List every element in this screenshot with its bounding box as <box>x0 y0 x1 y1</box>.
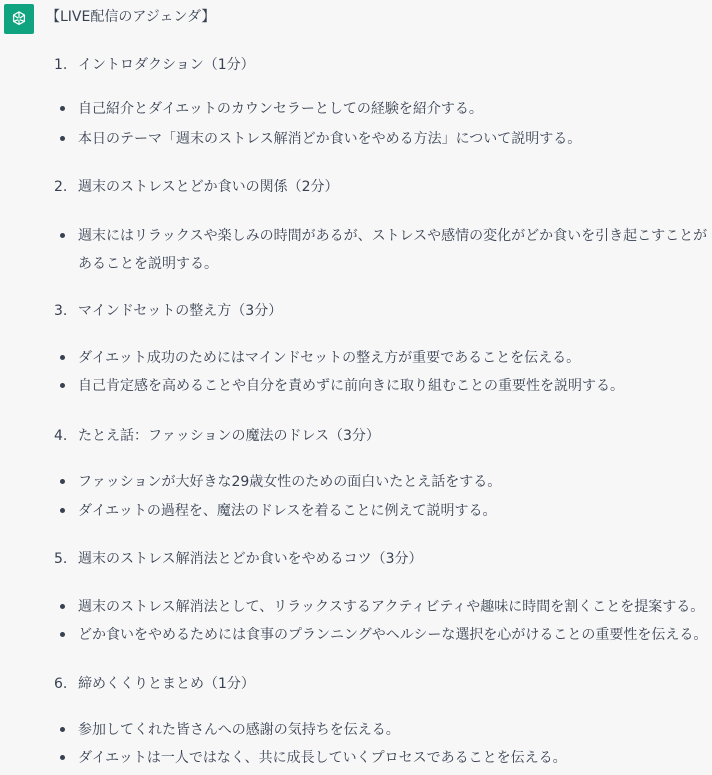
list-item: ダイエットは一人ではなく、共に成長していくプロセスであることを伝える。 <box>60 744 712 772</box>
section-number: 3. <box>54 303 68 319</box>
agenda-title: 【LIVE配信のアジェンダ】 <box>46 9 216 25</box>
list-item: 自己肯定感を高めることや自分を責めずに前向きに取り組むことの重要性を説明する。 <box>60 372 712 400</box>
list-item: ファッションが大好きな29歳女性のための面白いたとえ話をする。 <box>60 468 712 496</box>
list-item: 週末にはリラックスや楽しみの時間があるが、ストレスや感情の変化がどか食いを引き起こすことがあることを説明する。 <box>60 222 712 278</box>
list-item: 本日のテーマ「週末のストレス解消どか食いをやめる方法」について説明する。 <box>60 125 712 153</box>
section-title: マインドセットの整え方（3分） <box>78 303 283 319</box>
section-heading <box>54 549 423 569</box>
section-number: 6. <box>54 676 68 692</box>
list-item: どか食いをやめるためには食事のプランニングやヘルシーな選択を心がけることの重要性を伝える。 <box>60 621 712 649</box>
section-heading <box>54 177 339 197</box>
list-item: 週末のストレス解消法として、リラックスするアクティビティや趣味に時間を割くことを提案する。 <box>60 593 712 621</box>
section-title: 締めくくりとまとめ（1分） <box>78 676 255 692</box>
section-number: 4. <box>54 428 68 444</box>
list-item: ダイエットの過程を、魔法のドレスを着ることに例えて説明する。 <box>60 497 712 525</box>
section-heading <box>54 426 380 446</box>
list-item: ダイエット成功のためにはマインドセットの整え方が重要であることを伝える。 <box>60 344 712 372</box>
section-title: イントロダクション（1分） <box>78 57 255 73</box>
section-number: 5. <box>54 551 68 567</box>
section-heading <box>54 301 282 321</box>
section-title: 週末のストレスとどか食いの関係（2分） <box>78 179 339 195</box>
list-item: 自己紹介とダイエットのカウンセラーとしての経験を紹介する。 <box>60 95 712 123</box>
section-heading <box>54 674 255 694</box>
list-item: 参加してくれた皆さんへの感謝の気持ちを伝える。 <box>60 716 712 744</box>
section-number: 1. <box>54 57 68 73</box>
section-title: 週末のストレス解消法とどか食いをやめるコツ（3分） <box>78 551 423 567</box>
section-number: 2. <box>54 179 68 195</box>
section-heading <box>54 55 255 75</box>
section-title: たとえ話：ファッションの魔法のドレス（3分） <box>78 428 380 444</box>
